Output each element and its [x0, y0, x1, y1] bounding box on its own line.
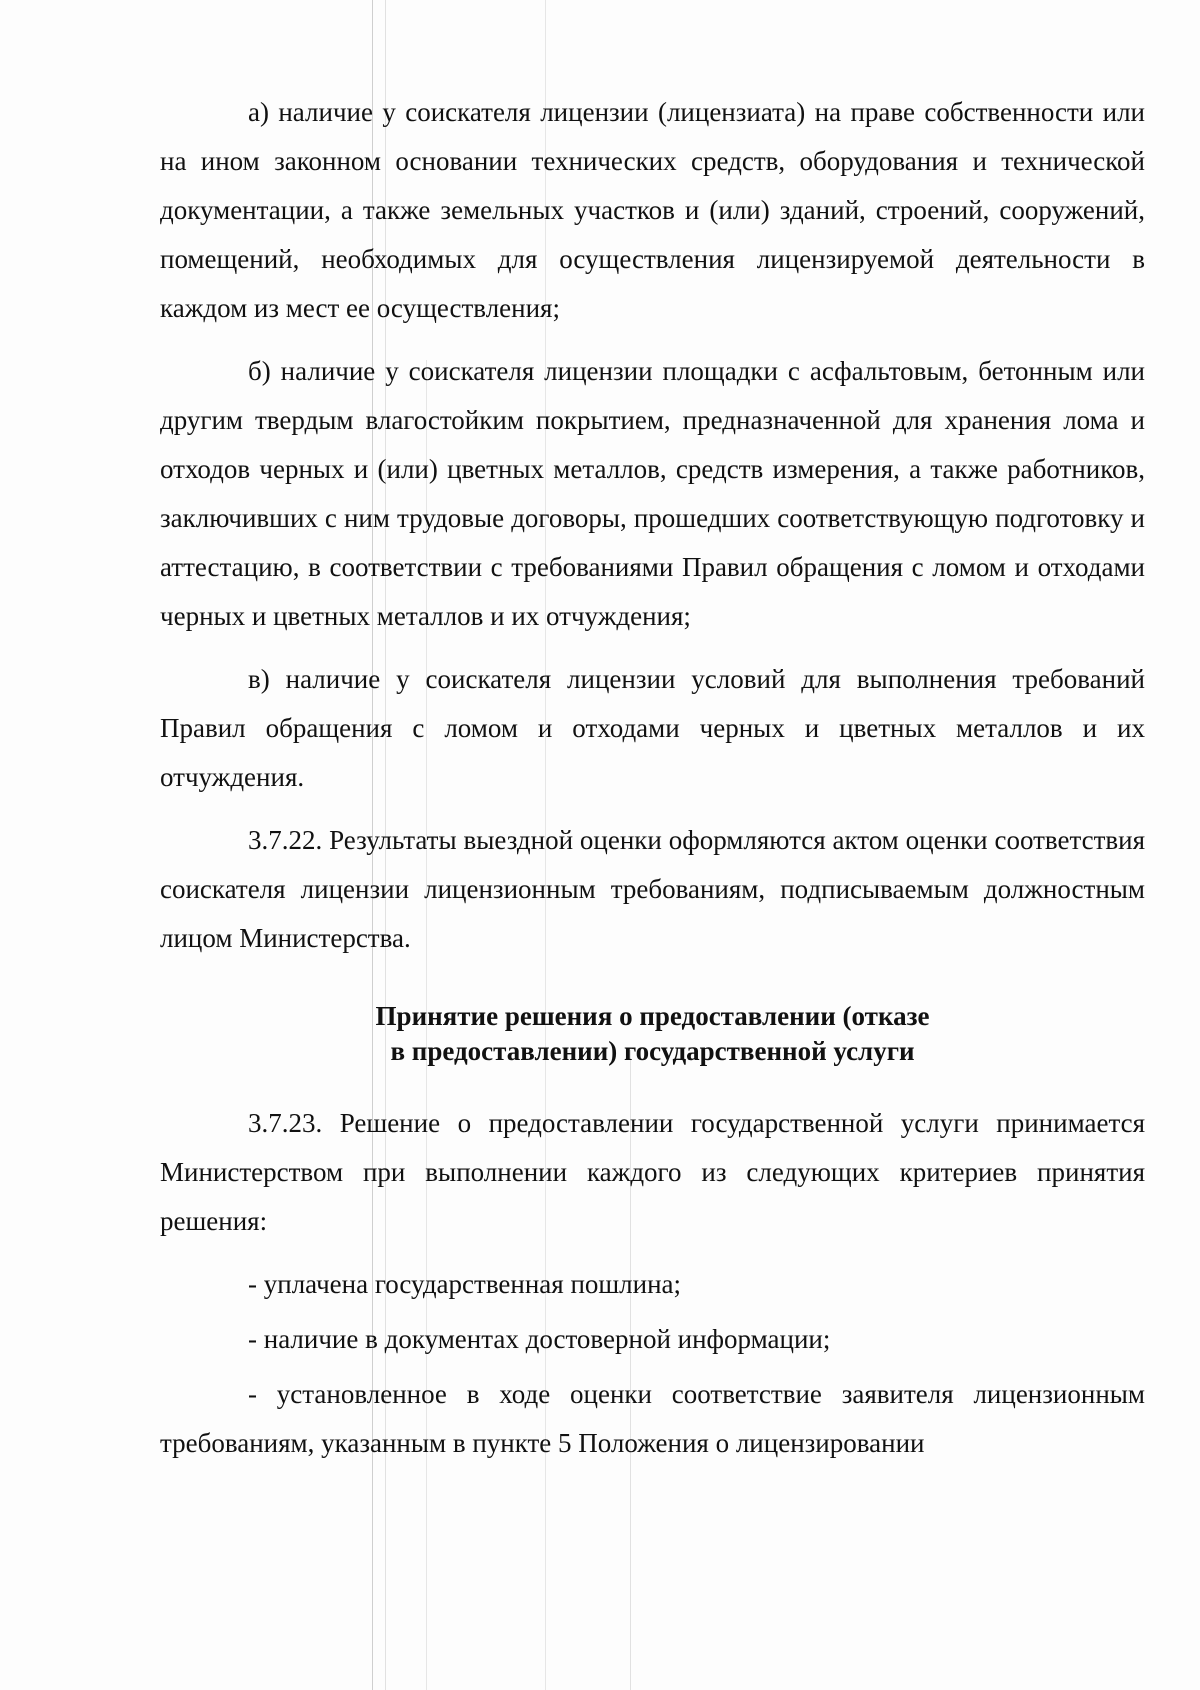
section-heading-line-1: Принятие решения о предоставлении (отказе [375, 1001, 930, 1031]
paragraph-3-7-23: 3.7.23. Решение о предоставлении государственной услуги принимается Министерством при выполнении каждого из следующих критериев принятия решения: [160, 1108, 1145, 1236]
paragraph-b: б) наличие у соискателя лицензии площадки с асфальтовым, бетонным или другим твердым влагостойким покрытием, предназначенной для хранения лома и отходов черных и (или) цветных металлов, средств измерения, а также работников, заключивших с ним трудовые договоры, прошедших соответствующую подготовку и аттестацию, в соответствии с требованиями Правил обращения с ломом и отходами черных и цветных металлов и их отчуждения; [160, 356, 1145, 631]
document-body [160, 88, 1145, 1474]
paragraph-a: а) наличие у соискателя лицензии (лицензиата) на праве собственности или на ином законном основании технических средств, оборудования и технической документации, а также земельных участков и (или) зданий, строений, сооружений, помещений, необходимых для осуществления лицензируемой деятельности в каждом из мест ее осуществления; [160, 97, 1145, 323]
paragraph-3-7-22: 3.7.22. Результаты выездной оценки оформляются актом оценки соответствия соискателя лицензии лицензионным требованиям, подписываемым должностным лицом Министерства. [160, 825, 1145, 953]
paragraph-v: в) наличие у соискателя лицензии условий для выполнения требований Правил обращения с ломом и отходами черных и цветных металлов и их отчуждения. [160, 664, 1145, 792]
section-heading [160, 999, 1145, 1069]
criterion-item: - уплачена государственная пошлина; [248, 1269, 682, 1299]
section-heading-line-2: в предоставлении) государственной услуги [390, 1036, 915, 1066]
criterion-item: - наличие в документах достоверной информации; [248, 1324, 831, 1354]
criterion-item: - установленное в ходе оценки соответствие заявителя лицензионным требованиям, указанным в пункте 5 Положения о лицензировании [160, 1379, 1145, 1458]
